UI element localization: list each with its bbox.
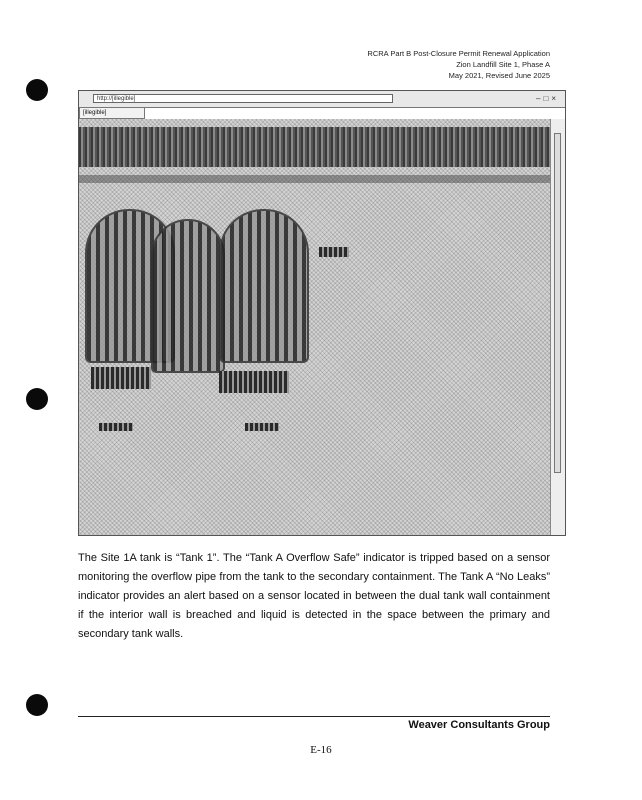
scada-subtitle-bar [79,175,553,183]
indicator-label-block [319,247,349,257]
tank-graphic [219,209,309,363]
header-line-1: RCRA Part B Post-Closure Permit Renewal Application [367,49,550,58]
embedded-screenshot [78,90,566,536]
browser-controls [536,94,559,103]
indicator-light [245,423,279,431]
scada-view [79,119,553,536]
scada-banner [79,127,553,167]
maximize-icon: □ [543,94,552,103]
tank-graphic [151,219,225,373]
browser-toolbar [79,91,565,108]
address-bar: http://[illegible] [93,94,393,103]
header-line-3: May 2021, Revised June 2025 [448,71,550,80]
header-line-2: Zion Landfill Site 1, Phase A [456,60,550,69]
indicator-light [99,423,133,431]
footer-company: Weaver Consultants Group [408,719,550,731]
document-header [367,48,550,81]
scrollbar-thumb [554,133,561,473]
binder-hole [26,79,48,101]
close-icon: × [551,94,559,103]
browser-tab: [illegible] [79,107,145,119]
binder-hole [26,388,48,410]
binder-hole [26,694,48,716]
page-number: E-16 [310,744,332,756]
minimize-icon: – [536,94,544,103]
body-paragraph: The Site 1A tank is “Tank 1”. The “Tank A Overflow Safe” indicator is tripped based on a sensor monitoring the overflow pipe from the tank to the secondary containment. The Tank A “No Leaks” indicator provides an alert based on a sensor located in between the dual tank wall containment if the interior wall is breached and liquid is detected in the space between the primary and secondary tank walls. [78,552,550,640]
scrollbar [550,119,565,536]
footer-rule [78,716,550,717]
status-panel [91,367,151,389]
status-panel [219,371,289,393]
